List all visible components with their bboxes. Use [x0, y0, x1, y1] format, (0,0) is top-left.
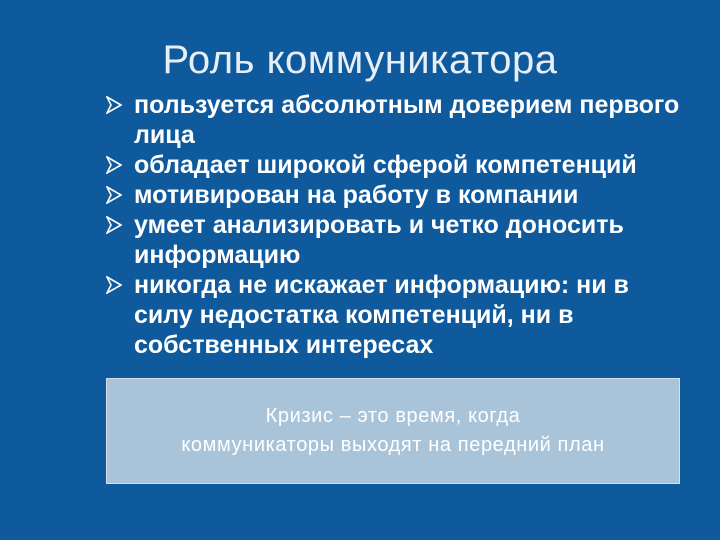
- bullet-item-motivation: [106, 180, 686, 210]
- bullet-text: пользуется абсолютным доверием первого лица: [134, 91, 680, 149]
- bullet-item-integrity: [106, 270, 686, 360]
- arrowhead-bullet-icon: [106, 276, 122, 294]
- callout-box: [106, 378, 680, 484]
- callout-text: [181, 402, 604, 460]
- slide-title: Роль коммуникатора: [162, 38, 558, 82]
- bullet-item-competence: [106, 150, 686, 180]
- bullet-text: умеет анализировать и четко доносить информацию: [134, 211, 624, 269]
- bullet-text: никогда не искажает информацию: ни в силу недостатка компетенций, ни в собственных интересах: [134, 271, 629, 359]
- callout-line-1: Кризис – это время, когда: [265, 405, 521, 427]
- bullet-text: обладает широкой сферой компетенций: [134, 151, 637, 179]
- bullet-item-analysis: [106, 210, 686, 270]
- bullet-text: мотивирован на работу в компании: [134, 181, 579, 209]
- arrowhead-bullet-icon: [106, 186, 122, 204]
- arrowhead-bullet-icon: [106, 216, 122, 234]
- callout-line-2: коммуникаторы выходят на передний план: [181, 434, 605, 456]
- bullet-list: [106, 90, 686, 360]
- arrowhead-bullet-icon: [106, 156, 122, 174]
- arrowhead-bullet-icon: [106, 96, 122, 114]
- bullet-item-trust: [106, 90, 686, 150]
